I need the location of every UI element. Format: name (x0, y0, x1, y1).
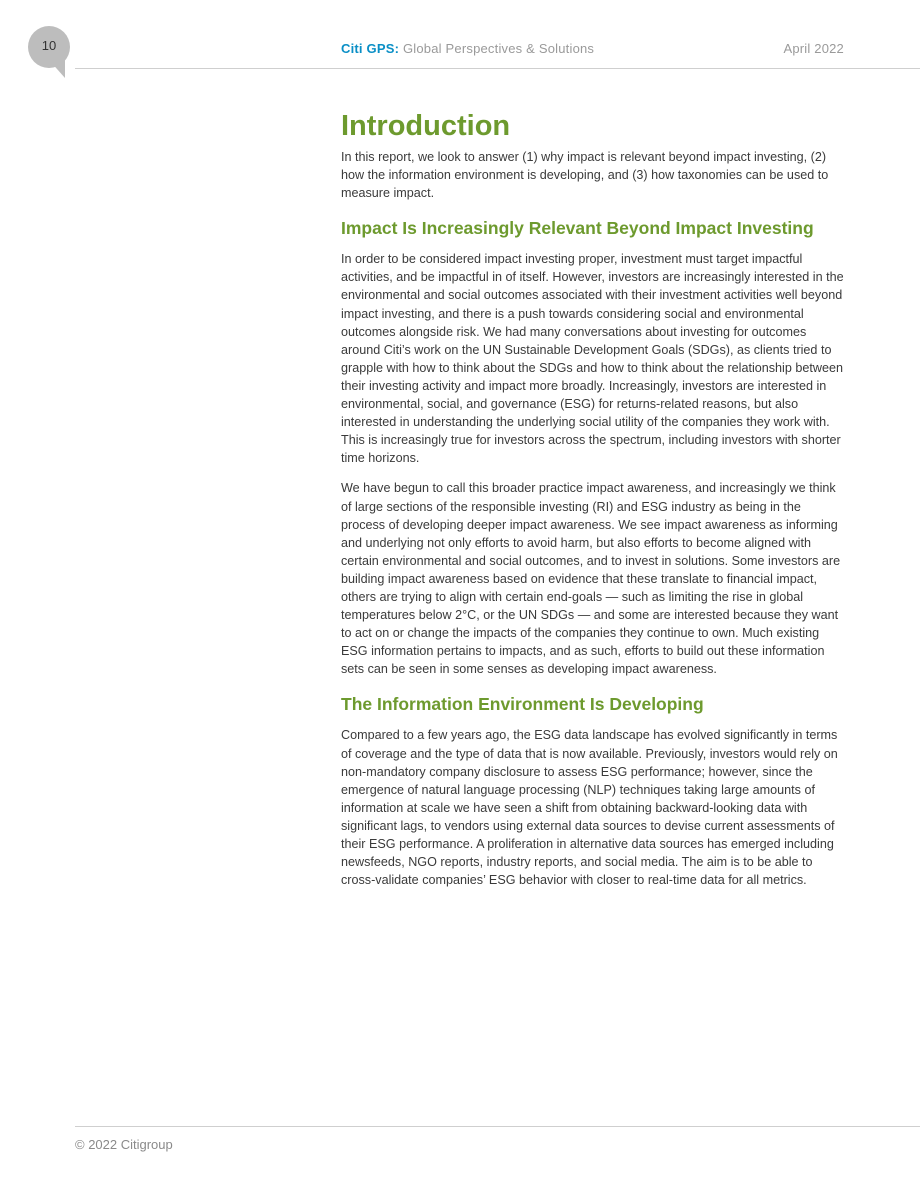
section-heading-impact-relevance: Impact Is Increasingly Relevant Beyond Impact Investing (341, 218, 814, 239)
footer-divider (75, 1126, 920, 1127)
brand-tagline: Global Perspectives & Solutions (402, 41, 595, 56)
body-paragraph: In order to be considered impact investing proper, investment must target impactful activities, and be impactful in of itself. However, investors are increasingly interested in the environmental and social outcomes associated with their investment activities well beyond impact investing, and there is a push towards considering social and environmental outcomes alongside risk. We had many conversations about investing for outcomes around Citi’s work on the UN Sustainable Development Goals (SDGs), as clients tried to grapple with how to think about the SDGs and how to think about the relationship between their investing activity and impact more broadly. Increasingly, investors are interested in environmental, social, and governance (ESG) for returns-related reasons, but also interested in understanding the underlying social utility of the companies they work with. This is increasingly true for investors across the spectrum, including investors with shorter time horizons. (341, 252, 844, 466)
brand-name: Citi GPS: (341, 41, 400, 56)
body-paragraph: We have begun to call this broader practice impact awareness, and increasingly we think of large sections of the responsible investing (RI) and ESG industry as being in the process of developing deeper impact awareness. We see impact awareness as informing and underlying not only efforts to avoid harm, but also efforts to become aligned with certain environmental and social outcomes, and to invest in solutions. Some investors are building impact awareness based on evidence that these translate to financial impact, others are trying to align with certain end-goals — such as limiting the rise in global temperatures below 2°C, or the UN SDGs — and some are interested because they want to act on or change the impacts of the companies they continue to own. Much existing ESG information pertains to impacts, and as such, efforts to build out these information sets can be seen in some senses as developing impact awareness. (341, 481, 841, 677)
page-title: Introduction (341, 110, 511, 142)
header-divider (75, 68, 920, 69)
header-brand (341, 41, 594, 56)
header-date: April 2022 (783, 41, 844, 56)
page-badge-tail (49, 60, 65, 78)
main-content (341, 108, 846, 901)
intro-paragraph: In this report, we look to answer (1) why impact is relevant beyond impact investing, (2) how the information environment is developing, and (3) how taxonomies can be used to measure impact. (341, 150, 829, 201)
page-number: 10 (41, 38, 57, 53)
section-heading-information-environment: The Information Environment Is Developing (341, 694, 704, 715)
footer-copyright: © 2022 Citigroup (75, 1137, 173, 1152)
body-paragraph: Compared to a few years ago, the ESG data landscape has evolved significantly in terms of coverage and the type of data that is now available. Previously, investors would rely on non-mandatory company disclosure to assess ESG performance; however, since the emergence of natural language processing (NLP) techniques taking large amounts of information at scale we have seen a shift from obtaining backward-looking data with significant lags, to vendors using external data sources to devise current assessments of their ESG performance. A proliferation in alternative data sources has emerged including newsfeeds, NGO reports, industry reports, and social media. The aim is to be able to cross-validate companies’ ESG behavior with closer to real-time data for all metrics. (341, 728, 838, 888)
